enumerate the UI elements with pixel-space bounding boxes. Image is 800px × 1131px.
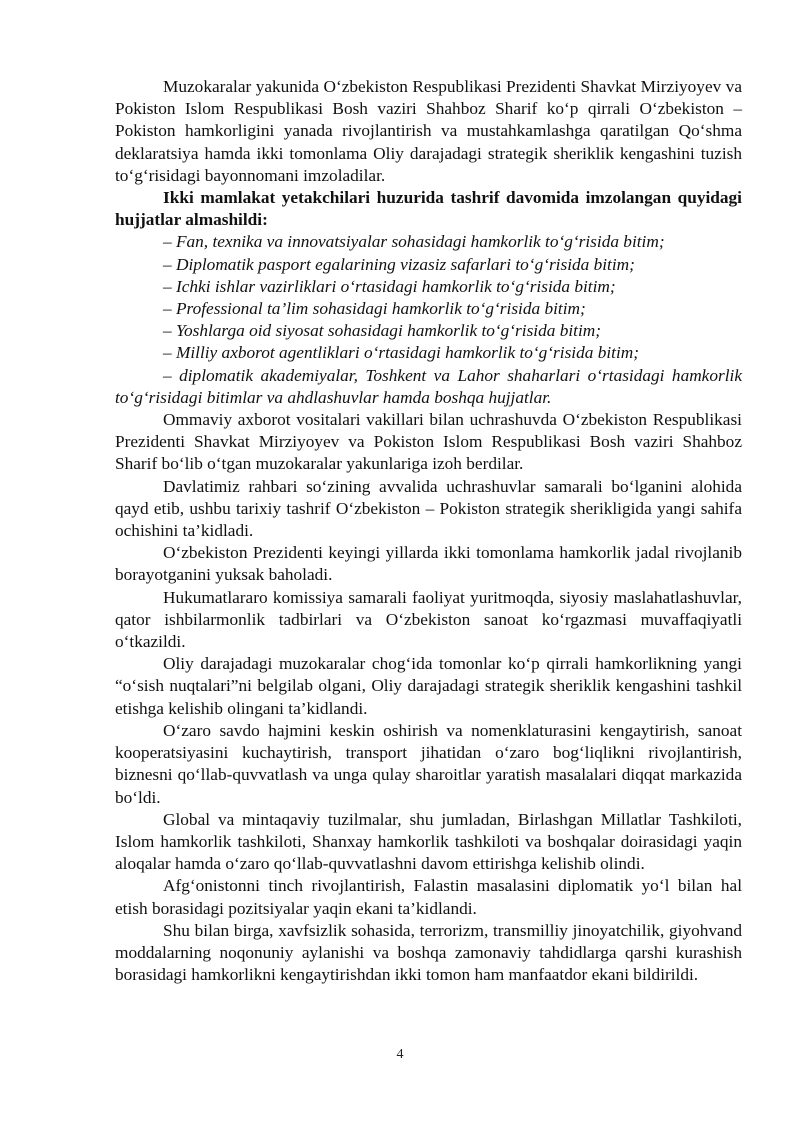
paragraph: Davlatimiz rahbari so‘zining avvalida uchrashuvlar samarali bo‘lganini alohida qayd etib, ushbu tarixiy tashrif O‘zbekiston – Pokiston strategik sherikligida yangi sahifa ochishini ta’kidladi. [115, 476, 742, 541]
document-page [115, 76, 742, 986]
document-list-item: – Yoshlarga oid siyosat sohasidagi hamkorlik to‘g‘risida bitim; [163, 321, 601, 341]
paragraph: Muzokaralar yakunida O‘zbekiston Respublikasi Prezidenti Shavkat Mirziyoyev va Pokiston Islom Respublikasi Bosh vaziri Shahboz Sharif ko‘p qirrali O‘zbekiston – Pokiston hamkorligini yanada rivojlantirish va mustahkamlashga qaratilgan Qo‘shma deklaratsiya hamda ikki tomonlama Oliy darajadagi strategik sheriklik kengashini tuzish to‘g‘risidagi bayonnomani imzoladilar. [115, 77, 742, 185]
paragraph: Afg‘onistonni tinch rivojlantirish, Falastin masalasini diplomatik yo‘l bilan hal etish borasidagi pozitsiyalar yaqin ekani ta’kidlandi. [115, 876, 742, 918]
paragraph: O‘zaro savdo hajmini keskin oshirish va nomenklaturasini kengaytirish, sanoat kooperatsiyasini kuchaytirish, transport jihatidan o‘zaro bog‘liqlikni rivojlantirish, biznesni qo‘llab-quvvatlash va unga qulay sharoitlar yaratish masalalari diqqat markazida bo‘ldi. [115, 720, 742, 807]
document-list-item: – Ichki ishlar vazirliklari o‘rtasidagi hamkorlik to‘g‘risida bitim; [163, 276, 616, 296]
paragraph: Oliy darajadagi muzokaralar chog‘ida tomonlar ko‘p qirrali hamkorlikning yangi “o‘sish nuqtalari”ni belgilab olgani, Oliy darajadagi strategik sheriklik kengashini tashkil etishga kelishib olingani ta’kidlandi. [115, 654, 742, 718]
paragraph: O‘zbekiston Prezidenti keyingi yillarda ikki tomonlama hamkorlik jadal rivojlanib borayotganini yuksak baholadi. [115, 543, 742, 585]
paragraph: Hukumatlararo komissiya samarali faoliyat yuritmoqda, siyosiy maslahatlashuvlar, qator ishbilarmonlik tadbirlari va O‘zbekiston sanoat ko‘rgazmasi muvaffaqiyatli o‘tkazildi. [115, 587, 742, 652]
document-list-item: – Fan, texnika va innovatsiyalar sohasidagi hamkorlik to‘g‘risida bitim; [163, 232, 665, 252]
paragraph: Shu bilan birga, xavfsizlik sohasida, terrorizm, transmilliy jinoyatchilik, giyohvand moddalarning noqonuniy aylanishi va boshqa zamonaviy tahdidlarga qarshi kurashish borasidagi hamkorlikni kengaytirishdan ikki tomon ham manfaatdor ekani bildirildi. [115, 920, 742, 985]
document-list-item: – Professional ta’lim sohasidagi hamkorlik to‘g‘risida bitim; [163, 299, 586, 319]
paragraph: Global va mintaqaviy tuzilmalar, shu jumladan, Birlashgan Millatlar Tashkiloti, Islom hamkorlik tashkiloti, Shanxay hamkorlik tashkiloti va boshqalar doirasidagi yaqin aloqalar hamda o‘zaro qo‘llab-quvvatlashni davom ettirishga kelishib olindi. [115, 809, 742, 874]
document-list-item: – diplomatik akademiyalar, Toshkent va Lahor shaharlari o‘rtasidagi hamkorlik to‘g‘risidagi bitimlar va ahdlashuvlar hamda boshqa hujjatlar. [115, 365, 742, 407]
document-list-item: – Diplomatik pasport egalarining vizasiz safarlari to‘g‘risida bitim; [163, 254, 635, 274]
paragraph: Ommaviy axborot vositalari vakillari bilan uchrashuvda O‘zbekiston Respublikasi Prezidenti Shavkat Mirziyoyev va Pokiston Islom Respublikasi Bosh vaziri Shahboz Sharif bo‘lib o‘tgan muzokaralar yakunlariga izoh berdilar. [115, 410, 742, 474]
page-number: 4 [396, 1047, 404, 1062]
document-list-item: – Milliy axborot agentliklari o‘rtasidagi hamkorlik to‘g‘risida bitim; [163, 343, 639, 363]
signed-documents-heading: Ikki mamlakat yetakchilari huzurida tashrif davomida imzolangan quyidagi hujjatlar almashildi: [115, 188, 742, 230]
